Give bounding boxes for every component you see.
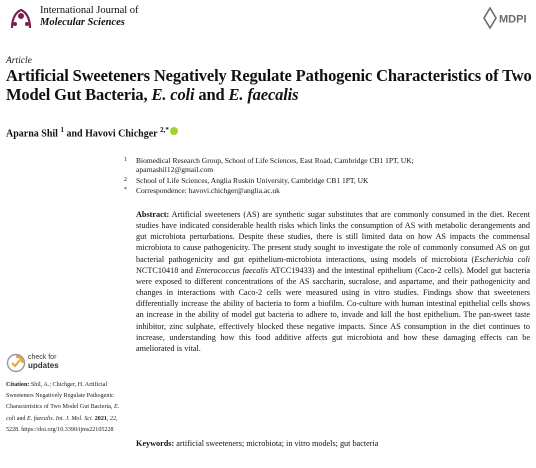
abstract	[136, 209, 530, 354]
orcid-icon[interactable]	[170, 127, 178, 135]
keywords-text: artificial sweeteners; microbiota; in vitro models; gut bacteria	[174, 439, 379, 448]
abstract-text-1: Artificial sweeteners (AS) are synthetic sugar substitutes that are commonly consumed in the diet. Recent studies have indicated considerable health risks which links the consumption of AS with metabolic derangements and gut microbiota perturbations. Despite these studies, there is still limited data on how AS impacts the commensal microbiota to cause pathogenicity. The present study sought to investigate the role of commonly consumed AS on gut bacterial pathogenicity and gut epithelium-microbiota interactions, using models of microbiota (	[136, 210, 530, 264]
journal-name-line1: International Journal of	[40, 5, 139, 16]
correspondence	[124, 186, 280, 195]
citation-journal-abbrev: Int. J. Mol. Sci.	[55, 415, 94, 422]
title-organism-1: E. coli	[151, 84, 195, 104]
journal-logo	[6, 4, 36, 34]
citation-text-1: Shil, A.; Chichger, H. Artificial Sweeteners Negatively Regulate Pathogenic Characteristics of Two Model Gut Bacteria,	[6, 382, 114, 411]
author-joiner: and	[63, 128, 86, 140]
affiliation-2-line-1: School of Life Sciences, Anglia Ruskin University, Cambridge CB1 1PT, UK	[136, 176, 369, 185]
author-2[interactable]: Havovi Chichger	[85, 128, 158, 140]
citation-doi[interactable]: , 5228. https://doi.org/10.3390/ijms22105228	[6, 415, 118, 433]
check-for-updates-icon[interactable]	[6, 353, 26, 373]
affiliation-1-num: 1	[124, 157, 127, 163]
affiliation-1	[124, 156, 414, 174]
journal-name-line2: Molecular Sciences	[40, 17, 125, 28]
keywords-label: Keywords:	[136, 439, 175, 448]
affiliation-1-line-1: Biomedical Research Group, School of Life Sciences, East Road, Cambridge CB1 1PT, UK;	[136, 156, 414, 165]
title-text: Artificial Sweeteners Negatively Regulate Pathogenic Characteristics of Two Model Gut Bacteria,	[6, 66, 532, 104]
citation-label: Citation:	[6, 382, 30, 388]
citation-species-1: E. coli	[6, 404, 120, 422]
author-1[interactable]: Aparna Shil	[6, 128, 58, 140]
article-title	[6, 67, 534, 104]
mdpi-logo	[480, 6, 532, 30]
author-2-affil: 2,*	[160, 126, 169, 134]
author-1-affil: 1	[60, 126, 64, 134]
correspondence-email[interactable]: Correspondence: havovi.chichger@anglia.ac.uk	[136, 186, 280, 195]
citation-text-2: and	[15, 415, 27, 422]
citation-text-5: ,	[106, 415, 110, 422]
check-for-updates-line1: check for	[28, 354, 57, 361]
abstract-text-2: NCTC10418 and	[136, 265, 196, 275]
author-list	[6, 126, 178, 139]
keywords	[136, 439, 378, 448]
article-type: Article	[6, 56, 32, 66]
citation-volume: 22	[109, 415, 117, 422]
citation-block	[6, 380, 124, 436]
journal-name	[40, 5, 139, 29]
abstract-text-3: ATCC19433) and the intestinal epithelium (Caco-2 cells). Model gut bacteria were exposed to different concentrations of the AS saccharin, sucralose, and aspartame, and their pathogenicity and changes in interactions with Caco-2 cells were measured using in vitro studies. Findings show that sweeteners differentially increase the ability of bacteria to form a biofilm. Co-culture with human intestinal epithelial cells shows an increase in the ability of model gut bacteria to adhere to, invade and kill the host epithelium. The pan-sweet taste inhibitor, zinc sulphate, effectively blocked these negative impacts. Since AS consumption in the diet continues to increase, understanding how this food additive affects gut microbiota and how these damaging effects can be ameliorated is vital.	[136, 265, 530, 353]
citation-year: 2021	[94, 415, 107, 422]
abstract-species-2: Enterococcus faecalis	[195, 265, 269, 275]
publisher-name: MDPI	[499, 13, 527, 26]
abstract-species-1: Escherichia coli	[474, 254, 531, 264]
affiliation-2	[124, 176, 369, 185]
citation-text-3: .	[52, 415, 56, 422]
correspondence-marker: *	[124, 187, 127, 193]
title-organism-2: E. faecalis	[228, 84, 299, 104]
citation-species-2: E. faecalis	[27, 415, 53, 422]
check-for-updates[interactable]	[28, 354, 59, 370]
title-joiner: and	[194, 84, 229, 104]
affiliation-1-email[interactable]: aparnashil12@gmail.com	[136, 165, 214, 174]
check-for-updates-line2: updates	[28, 361, 59, 370]
abstract-label: Abstract:	[136, 210, 170, 219]
affiliation-2-num: 2	[124, 177, 127, 183]
